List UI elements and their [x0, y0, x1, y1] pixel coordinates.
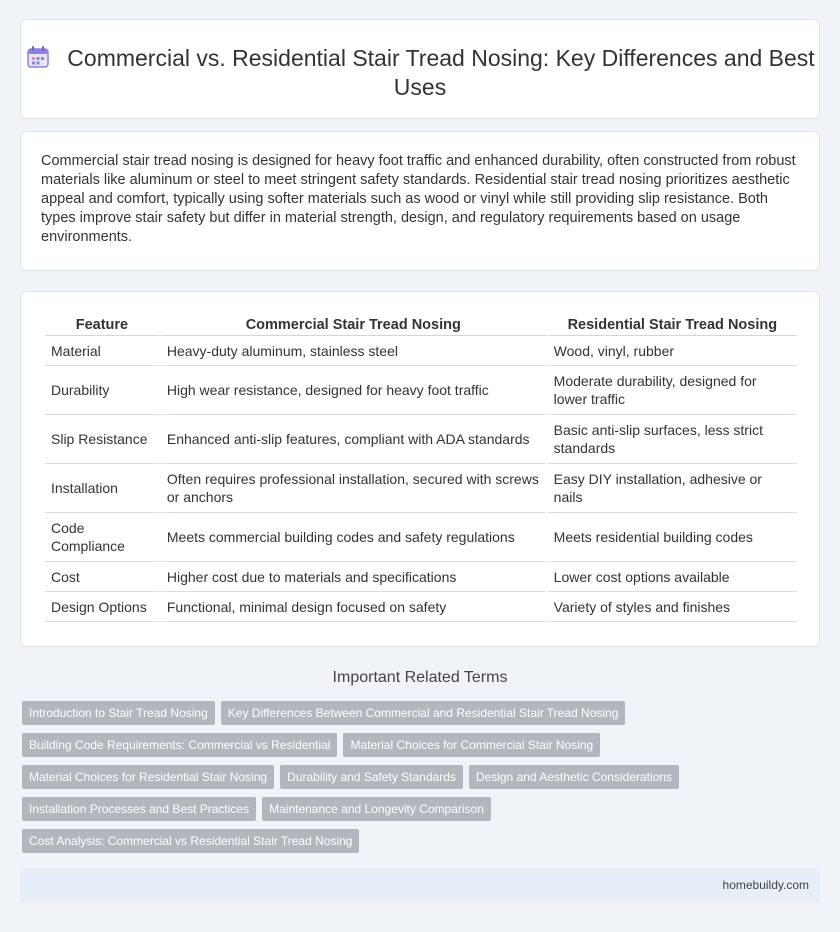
commercial-cell: High wear resistance, designed for heavy foot traffic [161, 366, 546, 415]
tag-row [22, 701, 812, 725]
related-term-tag[interactable]: Cost Analysis: Commercial vs Residential Stair Tread Nosing [22, 829, 359, 853]
table-row [45, 562, 797, 592]
feature-cell: Installation [45, 464, 159, 513]
related-term-tag[interactable]: Building Code Requirements: Commercial vs Residential [22, 733, 337, 757]
tag-row [22, 829, 812, 853]
feature-cell: Durability [45, 366, 159, 415]
summary-card [20, 131, 820, 271]
footer-site-link[interactable]: homebuildy.com [722, 878, 809, 892]
commercial-cell: Meets commercial building codes and safety regulations [161, 513, 546, 562]
table-row [45, 513, 797, 562]
table-row [45, 336, 797, 366]
residential-cell: Basic anti-slip surfaces, less strict standards [548, 415, 797, 464]
calendar-icon [25, 44, 51, 70]
feature-cell: Cost [45, 562, 159, 592]
residential-cell: Wood, vinyl, rubber [548, 336, 797, 366]
feature-cell: Slip Resistance [45, 415, 159, 464]
commercial-cell: Heavy-duty aluminum, stainless steel [161, 336, 546, 366]
footer [20, 868, 820, 902]
related-term-tag[interactable]: Introduction to Stair Tread Nosing [22, 701, 215, 725]
related-term-tag[interactable]: Installation Processes and Best Practices [22, 797, 256, 821]
table-header-row [45, 314, 797, 336]
page-title: Commercial vs. Residential Stair Tread Nosing: Key Differences and Best Uses [67, 45, 815, 100]
related-term-tag[interactable]: Material Choices for Residential Stair Nosing [22, 765, 274, 789]
commercial-cell: Functional, minimal design focused on safety [161, 592, 546, 622]
commercial-cell: Enhanced anti-slip features, compliant with ADA standards [161, 415, 546, 464]
commercial-cell: Higher cost due to materials and specifications [161, 562, 546, 592]
related-term-tag[interactable]: Material Choices for Commercial Stair Nosing [343, 733, 600, 757]
related-term-tag[interactable]: Key Differences Between Commercial and Residential Stair Tread Nosing [221, 701, 626, 725]
related-term-tag[interactable]: Durability and Safety Standards [280, 765, 463, 789]
column-header-residential: Residential Stair Tread Nosing [548, 314, 797, 336]
title-wrap [21, 44, 819, 102]
residential-cell: Variety of styles and finishes [548, 592, 797, 622]
comparison-table [43, 314, 799, 622]
feature-cell: Design Options [45, 592, 159, 622]
table-row [45, 366, 797, 415]
tag-row [22, 797, 812, 821]
tag-row [22, 765, 812, 789]
residential-cell: Lower cost options available [548, 562, 797, 592]
table-row [45, 415, 797, 464]
table-row [45, 464, 797, 513]
residential-cell: Easy DIY installation, adhesive or nails [548, 464, 797, 513]
related-terms-list [22, 701, 812, 861]
related-terms-heading: Important Related Terms [332, 669, 508, 686]
summary-text: Commercial stair tread nosing is designed for heavy foot traffic and enhanced durability, often constructed from robust materials like aluminum or steel to meet stringent safety standards. Residential stair tread nosing prioritizes aesthetic appeal and comfort, typically using softer materials such as wood or vinyl while still providing slip resistance. Both types improve stair safety but differ in material strength, design, and regulatory requirements based on usage environments. [41, 153, 796, 245]
title-card [20, 19, 820, 119]
tag-row [22, 733, 812, 757]
table-row [45, 592, 797, 622]
commercial-cell: Often requires professional installation, secured with screws or anchors [161, 464, 546, 513]
feature-cell: Material [45, 336, 159, 366]
comparison-table-card [20, 291, 820, 647]
column-header-commercial: Commercial Stair Tread Nosing [161, 314, 546, 336]
related-term-tag[interactable]: Maintenance and Longevity Comparison [262, 797, 491, 821]
residential-cell: Meets residential building codes [548, 513, 797, 562]
related-term-tag[interactable]: Design and Aesthetic Considerations [469, 765, 679, 789]
column-header-feature: Feature [45, 314, 159, 336]
feature-cell: Code Compliance [45, 513, 159, 562]
residential-cell: Moderate durability, designed for lower traffic [548, 366, 797, 415]
